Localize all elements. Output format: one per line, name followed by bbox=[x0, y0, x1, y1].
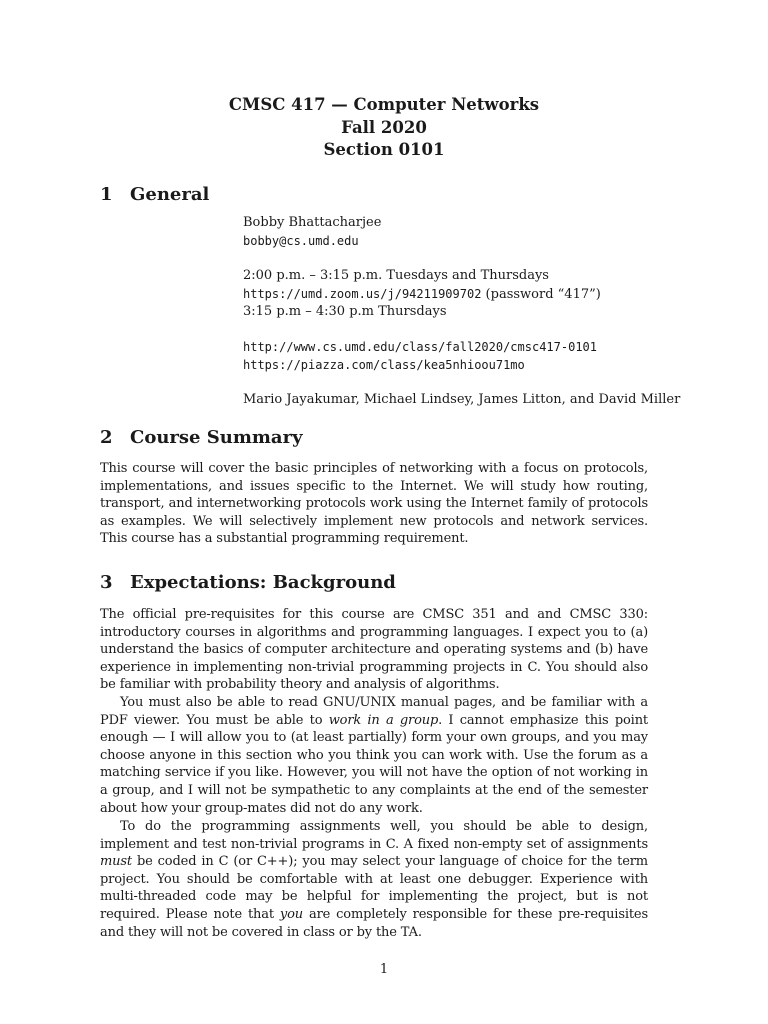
background-paragraph-3 bbox=[100, 818, 648, 941]
emphasis-text: you bbox=[279, 906, 304, 922]
emphasis-text: work in a group bbox=[328, 712, 439, 728]
section-heading-general bbox=[100, 184, 209, 205]
section-title: Course Summary bbox=[130, 427, 303, 448]
section-heading-background bbox=[100, 572, 396, 593]
paragraph-text: be coded in C (or C++); you may select your language of choice for the term project. You should be comfortable with at least one debugger. Experience with multi-threaded code may be helpful for implementing the project, but is not required. Please note that bbox=[100, 854, 648, 922]
background-paragraph-2 bbox=[100, 694, 648, 817]
forum-link[interactable]: https://piazza.com/class/kea5nhioou71mo bbox=[243, 358, 525, 372]
page-number: 1 bbox=[379, 962, 389, 977]
office-hours: 3:15 p.m – 4:30 p.m Thursdays bbox=[243, 304, 447, 319]
paragraph-text: . I cannot emphasize this point enough — I will allow you to (at least partially) form your own groups, and you may choose anyone in this section who you think you can work with. Use the forum as a matching service if you like. However, you will not have the option of not working in a group, and I will not be sympathetic to any complaints at the end of the semester about how your group-mates did not do any work. bbox=[100, 712, 648, 816]
instructor-name: Bobby Bhattacharjee bbox=[243, 215, 382, 230]
background-paragraph-1: The official pre-requisites for this course are CMSC 351 and and CMSC 330: introductory courses in algorithms and programming languages. I expect you to (a) understand the basics of computer architecture and operating systems and (b) have experience in implementing non-trivial programming projects in C. You should also be familiar with probability theory and analysis of algorithms. bbox=[100, 607, 648, 693]
document-title bbox=[0, 94, 768, 162]
email-address: bobby@cs.umd.edu bbox=[243, 234, 359, 248]
zoom-info bbox=[243, 285, 601, 304]
section-title: Expectations: Background bbox=[130, 572, 396, 593]
section-number: 1 bbox=[100, 184, 113, 205]
section-number: 3 bbox=[100, 572, 113, 593]
teaching-assistants: Mario Jayakumar, Michael Lindsey, James Litton, and David Miller bbox=[243, 392, 681, 407]
emphasis-text: must bbox=[100, 854, 132, 870]
summary-paragraph: This course will cover the basic principles of networking with a focus on protocols, implementations, and issues specific to the Internet. We will study how routing, transport, and internetworking protocols work using the Internet family of protocols as examples. We will selectively implement new protocols and network services. This course has a substantial programming requirement. bbox=[100, 461, 648, 547]
zoom-password: (password “417”) bbox=[481, 287, 601, 302]
meeting-times: 2:00 p.m. – 3:15 p.m. Tuesdays and Thursdays bbox=[243, 268, 549, 283]
title-course: CMSC 417 — Computer Networks bbox=[228, 95, 540, 114]
paragraph-text: You must also be able to read GNU/UNIX manual pages, and be familiar with a PDF viewer. You must be able to bbox=[100, 695, 648, 728]
section-title: General bbox=[130, 184, 210, 205]
website-link[interactable]: http://www.cs.umd.edu/class/fall2020/cmsc417-0101 bbox=[243, 340, 598, 354]
paragraph-text: To do the programming assignments well, you should be able to design, implement and test non-trivial programs in C. A fixed non-empty set of assignments bbox=[100, 819, 648, 852]
title-section: Section 0101 bbox=[323, 140, 445, 159]
paragraph-text: are completely responsible for these pre-requisites and they will not be covered in class or by the TA. bbox=[100, 906, 648, 940]
zoom-link[interactable]: https://umd.zoom.us/j/94211909702 bbox=[243, 287, 482, 301]
title-term: Fall 2020 bbox=[341, 117, 427, 137]
section-number: 2 bbox=[100, 427, 113, 448]
section-heading-summary bbox=[100, 427, 303, 448]
